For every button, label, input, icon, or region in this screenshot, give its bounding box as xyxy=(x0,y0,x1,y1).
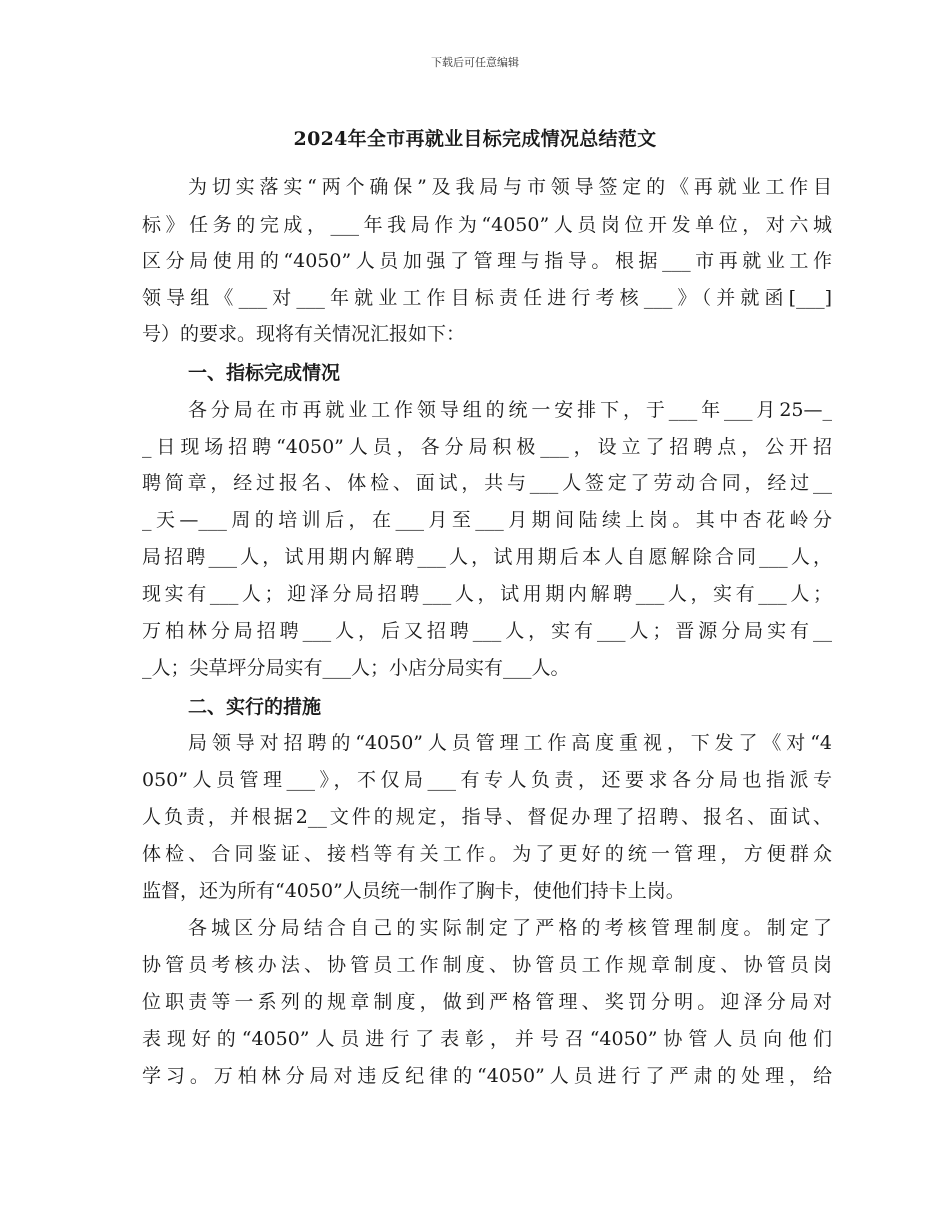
paragraph-line: 局招聘___人，试用期内解聘___人，试用期后本人自愿解除合同___人， xyxy=(142,546,832,568)
paragraph-line: 号）的要求。现将有关情况汇报如下： xyxy=(142,323,466,345)
paragraph-line: _天—___周的培训后，在___月至___月期间陆续上岗。其中杏花岭分 xyxy=(142,509,832,531)
paragraph-line: 标》任务的完成，___年我局作为“4050”人员岗位开发单位，对六城 xyxy=(142,214,832,236)
paragraph-line: _日现场招聘“4050”人员，各分局积极___，设立了招聘点，公开招 xyxy=(142,436,832,458)
paragraph-line: 局领导对招聘的“4050”人员管理工作高度重视，下发了《对“4 xyxy=(188,732,832,754)
paragraph-line: 各城区分局结合自己的实际制定了严格的考核管理制度。制定了 xyxy=(188,917,832,939)
paragraph-line: 表现好的“4050”人员进行了表彰，并号召“4050”协管人员向他们 xyxy=(142,1028,832,1050)
header-note: 下载后可任意编辑 xyxy=(431,56,519,69)
paragraph-line: 050”人员管理___》，不仅局___有专人负责，还要求各分局也指派专 xyxy=(142,769,832,791)
paragraph-line: 为切实落实“两个确保”及我局与市领导签定的《再就业工作目 xyxy=(188,176,832,198)
paragraph-line: _人；尖草坪分局实有___人；小店分局实有___人。 xyxy=(142,657,570,679)
paragraph-line: 体检、合同鉴证、接档等有关工作。为了更好的统一管理，方便群众 xyxy=(142,843,832,865)
paragraph-line: 监督，还为所有“4050”人员统一制作了胸卡，使他们持卡上岗。 xyxy=(142,880,685,902)
paragraph-line: 位职责等一系列的规章制度，做到严格管理、奖罚分明。迎泽分局对 xyxy=(142,991,832,1013)
paragraph-line: 现实有___人；迎泽分局招聘___人，试用期内解聘___人，实有___人； xyxy=(142,583,832,605)
paragraph-line: 万柏林分局招聘___人，后又招聘___人，实有___人；晋源分局实有__ xyxy=(142,620,832,642)
paragraph-line: 领导组《___对___年就业工作目标责任进行考核___》（并就函[___] xyxy=(142,287,832,309)
paragraph-line: 区分局使用的“4050”人员加强了管理与指导。根据___市再就业工作 xyxy=(142,250,832,272)
paragraph-line: 人负责，并根据2__文件的规定，指导、督促办理了招聘、报名、面试、 xyxy=(142,806,832,828)
document-title: 2024年全市再就业目标完成情况总结范文 xyxy=(293,128,657,150)
section-heading: 二、实行的措施 xyxy=(188,696,322,718)
paragraph-line: 学习。万柏林分局对违反纪律的“4050”人员进行了严肃的处理，给 xyxy=(142,1065,832,1087)
paragraph-line: 协管员考核办法、协管员工作制度、协管员工作规章制度、协管员岗 xyxy=(142,954,832,976)
section-heading: 一、指标完成情况 xyxy=(188,362,341,384)
paragraph-line: 各分局在市再就业工作领导组的统一安排下，于___年___月25—_ xyxy=(188,399,832,421)
paragraph-line: 聘简章，经过报名、体检、面试，共与___人签定了劳动合同，经过__ xyxy=(142,472,832,494)
